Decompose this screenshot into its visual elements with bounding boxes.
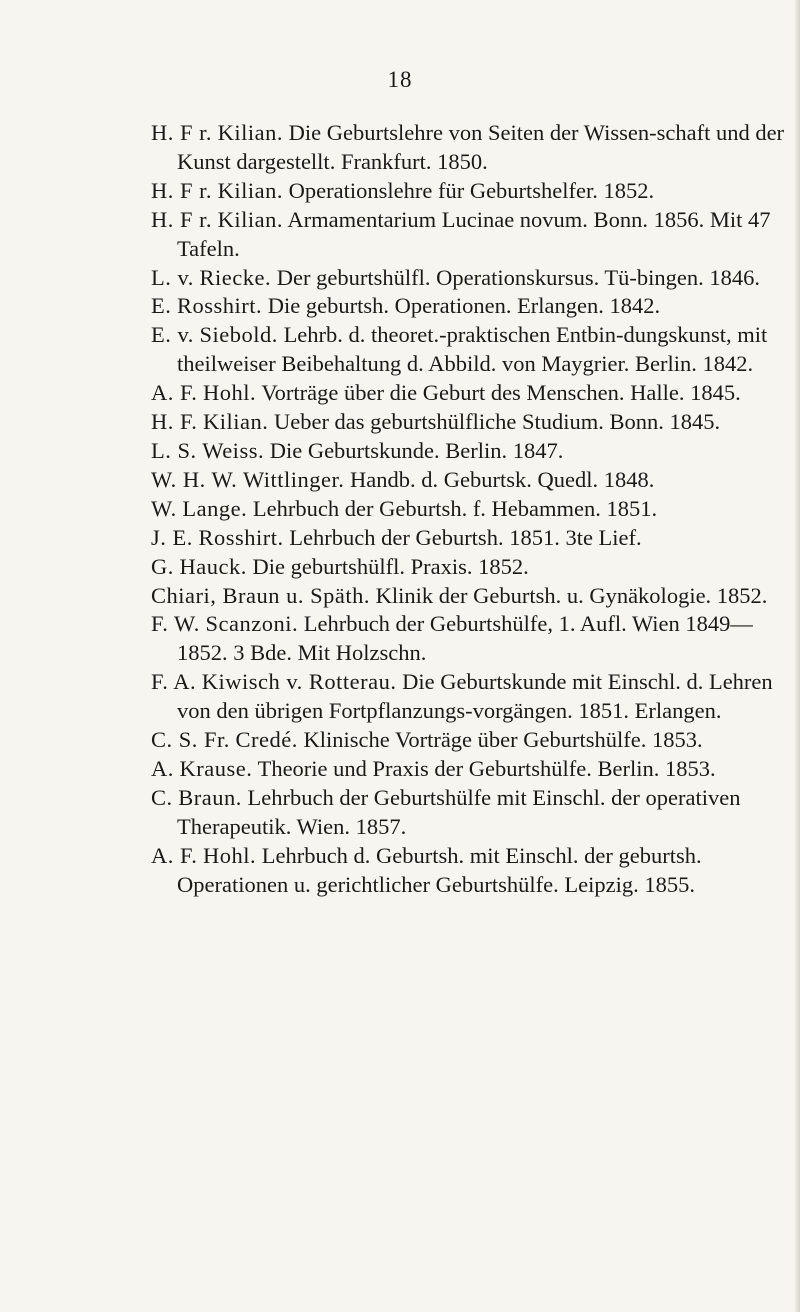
bibliography-entry: [151, 119, 791, 177]
author-initials: E. v.: [151, 322, 194, 348]
entry-text: Handb. d. Geburtsk. Quedl. 1848.: [350, 466, 655, 492]
author-name: Hohl.: [202, 842, 257, 868]
bibliography-entry: [151, 379, 791, 408]
author-name: Krause.: [179, 755, 253, 781]
entry-text: Lehrbuch d. Geburtsh. mit Einschl. der geburtsh. Operationen u. gerichtlicher Geburtshülfe. Leipzig. 1855.: [177, 842, 702, 897]
bibliography-entry: [151, 842, 791, 900]
author-initials: H. F r.: [151, 120, 213, 145]
author-name: Rosshirt.: [177, 293, 263, 319]
bibliography-entry: [151, 755, 791, 784]
bibliography-entry: [151, 784, 791, 842]
author-name: Riecke.: [199, 264, 272, 290]
entry-text: Der geburtshülfl. Operationskursus. Tü-bingen. 1846.: [276, 264, 761, 290]
author-name: Weiss.: [202, 437, 265, 463]
entry-text: Die Geburtskunde. Berlin. 1847.: [269, 437, 564, 463]
author-name: Credé.: [235, 727, 298, 753]
author-initials: H. F r.: [151, 206, 213, 232]
entry-text: Die geburtsh. Operationen. Erlangen. 1842.: [267, 293, 661, 319]
author-initials: G.: [151, 553, 174, 579]
author-name: Braun.: [178, 784, 242, 810]
bibliography-entry: [151, 553, 791, 582]
bibliography-entry: [151, 437, 791, 466]
entry-text: Lehrb. d. theoret.-praktischen Entbin-dungskunst, mit theilweiser Beibehaltung d. Abbild. von Maygrier. Berlin. 1842.: [177, 322, 768, 377]
author-initials: W. H. W.: [151, 466, 238, 492]
entry-text: Lehrbuch der Geburtsh. f. Hebammen. 1851.: [252, 495, 658, 521]
author-initials: H. F r.: [151, 177, 213, 203]
entry-text: Lehrbuch der Geburtshülfe mit Einschl. der operativen Therapeutik. Wien. 1857.: [177, 784, 741, 839]
author-initials: H. F.: [151, 409, 198, 435]
author-name: Kilian.: [217, 120, 284, 145]
bibliography-entry: [151, 408, 791, 437]
author-name: Hohl.: [202, 380, 257, 406]
entry-text: Vorträge über die Geburt des Menschen. Halle. 1845.: [261, 380, 741, 406]
entry-text: Ueber das geburtshülfliche Studium. Bonn. 1845.: [273, 409, 721, 435]
page-number: 18: [387, 67, 413, 92]
author-name: Wittlinger.: [242, 466, 345, 492]
bibliography-entry: [151, 264, 791, 293]
author-initials: F. A.: [151, 669, 197, 695]
bibliography-entry: [151, 524, 791, 553]
bibliography-entry: [151, 206, 791, 264]
bibliography-entry: [151, 292, 791, 321]
author-name: Kiwisch v. Rotterau.: [201, 669, 397, 695]
author-initials: A. F.: [151, 380, 198, 406]
author-initials: F. W.: [151, 611, 200, 637]
bibliography-entry: [151, 466, 791, 495]
entry-text: Lehrbuch der Geburtshülfe, 1. Aufl. Wien 1849—1852. 3 Bde. Mit Holzschn.: [177, 611, 753, 666]
author-initials: L. v.: [151, 264, 194, 290]
author-name: Chiari, Braun u. Späth.: [151, 582, 370, 608]
entry-text: Lehrbuch der Geburtsh. 1851. 3te Lief.: [289, 524, 642, 550]
page-edge-shadow: [794, 0, 800, 1312]
author-name: Hauck.: [179, 553, 247, 579]
entry-text: Klinische Vorträge über Geburtshülfe. 1853.: [303, 727, 703, 753]
author-initials: A.: [151, 755, 174, 781]
author-name: Kilian.: [217, 206, 284, 232]
entry-text: Armamentarium Lucinae novum. Bonn. 1856. Mit 47 Tafeln.: [177, 206, 771, 261]
author-name: Lange.: [182, 495, 248, 521]
author-initials: L. S.: [151, 437, 197, 463]
author-initials: A. F.: [151, 842, 198, 868]
bibliography-list: [151, 119, 791, 899]
bibliography-entry: [151, 726, 791, 755]
bibliography-entry: [151, 177, 791, 206]
entry-text: Klinik der Geburtsh. u. Gynäkologie. 1852.: [375, 582, 768, 608]
author-initials: W.: [151, 495, 177, 521]
author-name: Scanzoni.: [205, 611, 299, 637]
author-initials: J. E.: [151, 524, 193, 550]
author-initials: C. S. Fr.: [151, 727, 230, 753]
bibliography-entry: [151, 582, 791, 611]
author-name: Kilian.: [217, 177, 284, 203]
bibliography-entry: [151, 495, 791, 524]
entry-text: Die geburtshülfl. Praxis. 1852.: [252, 553, 529, 579]
entry-text: Die Geburtslehre von Seiten der Wissen-schaft und der Kunst dargestellt. Frankfurt. 1850.: [177, 120, 785, 174]
bibliography-entry: [151, 668, 791, 726]
entry-text: Die Geburtskunde mit Einschl. d. Lehren von den übrigen Fortpflanzungs-vorgängen. 1851. Erlangen.: [177, 669, 773, 724]
bibliography-entry: [151, 610, 791, 668]
author-name: Kilian.: [202, 409, 269, 435]
entry-text: Theorie und Praxis der Geburtshülfe. Berlin. 1853.: [257, 755, 716, 781]
bibliography-entry: [151, 321, 791, 379]
author-initials: E.: [151, 293, 172, 319]
author-initials: C.: [151, 784, 173, 810]
author-name: Rosshirt.: [198, 524, 284, 550]
entry-text: Operationslehre für Geburtshelfer. 1852.: [288, 177, 655, 203]
author-name: Siebold.: [199, 322, 278, 348]
